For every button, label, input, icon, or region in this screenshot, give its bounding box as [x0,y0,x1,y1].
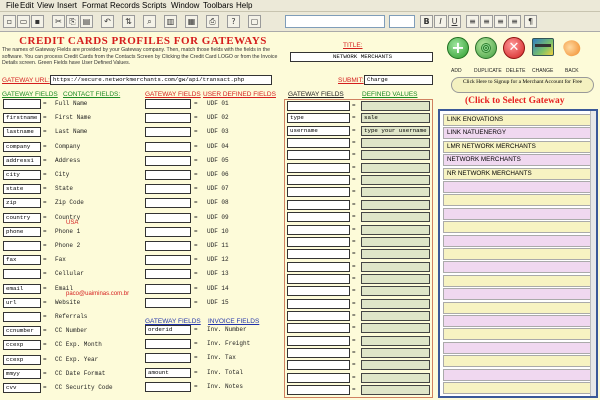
udf-gateway-field-input[interactable] [145,255,191,265]
signup-merchant-button[interactable]: Click Here to Signup for a Merchant Account for Free [451,77,594,93]
contact-field-label: Country [55,213,81,221]
contact-field-note: paco@uaiminas.com.br [66,290,130,297]
close-icon: ✕ [508,40,520,55]
contact-gateway-field-input[interactable]: state [3,184,41,194]
udf-equals: = [194,100,198,107]
delete-label: DELETE [506,68,526,74]
defined-gateway-field-input[interactable] [287,286,350,296]
contact-field-label: Phone 1 [55,227,81,235]
defined-value-input[interactable] [361,225,430,235]
invoice-field-label: Inv. Number [207,326,247,333]
contact-equals: = [43,100,47,107]
align-right-icon[interactable]: ≡ [494,15,507,28]
contact-field-label: Fax [55,256,66,264]
back-button[interactable] [561,37,583,59]
invoice-field-label: Inv. Total [207,368,244,376]
contact-equals: = [43,171,47,178]
gateway-list-empty-row [443,302,593,314]
font-select[interactable] [285,15,385,28]
contact-equals: = [43,284,47,292]
gateway-list-empty-row [443,181,593,193]
defined-value-input[interactable] [361,274,430,284]
contact-equals: = [43,298,47,306]
udf-gateway-field-input[interactable] [145,156,191,166]
contact-gateway-field-input[interactable]: ccnumber [3,326,41,336]
gateway-list-item[interactable]: NETWORK MERCHANTS [443,154,593,166]
defined-equals: = [352,361,356,369]
gateway-list-empty-row [443,248,593,260]
udf-equals: = [194,171,198,178]
defined-equals: = [352,237,356,245]
defined-gateway-field-input[interactable] [287,249,350,259]
contact-equals: = [43,384,47,391]
contact-field-label: Phone 2 [55,242,81,249]
udf-equals: = [194,199,198,207]
contact-equals: = [43,341,47,349]
defined-equals: = [352,262,356,270]
defined-equals: = [352,200,356,208]
udf-gateway-field-input[interactable] [145,198,191,208]
defined-gateway-field-input[interactable] [287,336,350,346]
contact-gateway-field-input[interactable]: cvv [3,383,41,393]
duplicate-icon [481,43,491,53]
defined-equals: = [352,386,356,394]
contact-gateway-field-input[interactable]: mmyy [3,369,41,379]
add-button[interactable] [447,37,469,59]
contact-field-label: CC Number [55,327,88,335]
gateway-list-scrollbar[interactable] [590,111,596,396]
defined-gateway-field-input[interactable] [287,373,350,383]
gateway-list-empty-row [443,369,593,381]
italic-button[interactable]: I [434,15,447,28]
defined-equals: = [352,336,356,344]
gateway-list-empty-row [443,194,593,206]
contact-field-label: City [55,171,70,178]
defined-gateway-field-input[interactable]: type [287,113,350,123]
col-header-contact-fields: CONTACT FIELDS: [63,91,121,98]
defined-value-input[interactable] [361,360,430,370]
udf-equals: = [194,114,198,122]
print-icon[interactable]: ⎙ [206,15,219,28]
new-icon[interactable]: ▫ [3,15,16,28]
contact-field-label: CC Date Format [55,369,106,377]
defined-gateway-field-input[interactable] [287,360,350,370]
toolbar [0,12,600,32]
contact-gateway-field-input[interactable]: ccexp [3,340,41,350]
gateway-list-item[interactable]: NR NETWORK MERCHANTS [443,168,593,180]
udf-label: UDF 11 [207,242,229,249]
udf-gateway-field-input[interactable] [145,241,191,251]
contact-field-label: First Name [55,114,92,122]
defined-gateway-field-input[interactable] [287,348,350,358]
defined-equals: = [352,213,356,221]
defined-value-input[interactable] [361,150,430,160]
open-icon[interactable]: ▭ [17,15,30,28]
udf-equals: = [194,142,198,150]
defined-equals: = [352,151,356,159]
defined-value-input[interactable] [361,262,430,272]
defined-equals: = [352,102,356,109]
defined-equals: = [352,274,356,282]
defined-equals: = [352,349,356,356]
menu-item[interactable]: Scripts [142,1,167,10]
udf-label: UDF 03 [207,128,229,136]
contact-field-label: CC Exp. Month [55,341,102,349]
invoice-gateway-field-input[interactable]: amount [145,368,191,378]
contact-equals: = [43,227,47,235]
gateway-list-empty-row [443,288,593,300]
udf-label: UDF 06 [207,171,229,178]
plus-icon: + [451,38,465,57]
contact-gateway-field-input[interactable]: city [3,170,41,180]
col-header-gateway-fields: GATEWAY FIELDS [2,91,58,98]
contact-equals: = [43,242,47,249]
gateway-list-empty-row [443,355,593,367]
contact-gateway-field-input[interactable]: fax [3,255,41,265]
contact-equals: = [43,199,47,207]
invoice-equals: = [194,368,198,376]
defined-value-input[interactable] [361,237,430,247]
copy-icon[interactable]: ⎘ [66,15,79,28]
submit-field[interactable]: Charge [364,75,433,85]
defined-value-input[interactable] [361,187,430,197]
defined-gateway-field-input[interactable] [287,150,350,160]
udf-gateway-field-input[interactable] [145,170,191,180]
invoice-equals: = [194,326,198,333]
menu-item[interactable]: View [37,1,55,10]
defined-gateway-field-input[interactable] [287,225,350,235]
contact-field-label: Company [55,142,81,150]
contact-field-label: Email [55,284,74,292]
contact-field-label: Address [55,156,81,164]
gateway-url-label: GATEWAY URL: [2,77,50,84]
defined-value-input[interactable]: type your username [361,126,430,136]
udf-label: UDF 02 [207,114,229,122]
contact-equals: = [43,355,47,363]
contact-gateway-field-input[interactable]: country [3,213,41,223]
contact-equals: = [43,142,47,150]
udf-equals: = [194,298,198,306]
udf-label: UDF 13 [207,270,229,278]
defined-equals: = [352,299,356,307]
gateway-list-empty-row [443,315,593,327]
window-icon[interactable]: ▢ [248,15,261,28]
udf-label: UDF 09 [207,213,229,221]
invoice-equals: = [194,340,198,348]
contact-equals: = [43,213,47,221]
help-icon[interactable]: ? [227,15,240,28]
change-label: CHANGE [532,68,554,74]
paste-icon[interactable]: ▤ [80,15,93,28]
defined-value-input[interactable] [361,200,430,210]
contact-gateway-field-input[interactable]: firstname [3,113,41,123]
udf-label: UDF 15 [207,298,229,306]
invoice-field-label: Inv. Tax [207,354,236,362]
contact-gateway-field-input[interactable]: phone [3,227,41,237]
contact-equals: = [43,114,47,122]
udf-equals: = [194,270,198,278]
defined-value-input[interactable] [361,101,430,111]
submit-label: SUBMIT: [338,77,364,84]
duplicate-label: DUPLICATE [474,68,502,74]
defined-value-input[interactable] [361,212,430,222]
udf-equals: = [194,156,198,164]
defined-value-input[interactable] [361,163,430,173]
udf-equals: = [194,242,198,249]
contact-field-label: Zip Code [55,199,84,207]
contact-gateway-field-input[interactable] [3,269,41,279]
defined-equals: = [352,225,356,233]
contact-equals: = [43,313,47,320]
contact-equals: = [43,270,47,278]
defined-value-input[interactable]: sale [361,113,430,123]
menu-item[interactable]: Format [82,1,108,10]
defined-gateway-field-input[interactable] [287,385,350,395]
defined-equals: = [352,287,356,295]
col-header-gateway-fields-udf: GATEWAY FIELDS [145,91,201,98]
gateway-list-empty-row [443,235,593,247]
udf-gateway-field-input[interactable] [145,284,191,294]
defined-gateway-field-input[interactable] [287,311,350,321]
defined-equals: = [352,126,356,134]
menu-item[interactable]: Records [110,1,140,10]
defined-gateway-field-input[interactable] [287,237,350,247]
invoice-gateway-field-input[interactable] [145,382,191,392]
table-icon[interactable]: ▦ [185,15,198,28]
contact-field-label: Website [55,298,81,306]
invoice-gateway-field-input[interactable] [145,339,191,349]
title-label: TITLE: [343,42,363,49]
defined-gateway-field-input[interactable]: username [287,126,350,136]
add-label: ADD [451,68,462,74]
contact-equals: = [43,128,47,136]
sort-icon[interactable]: ⇅ [122,15,135,28]
udf-gateway-field-input[interactable] [145,99,191,109]
udf-equals: = [194,213,198,221]
udf-label: UDF 04 [207,142,229,150]
col-header-invoice-fields: INVOICE FIELDS [208,318,260,325]
menu-item[interactable]: File [6,1,19,10]
defined-gateway-field-input[interactable] [287,212,350,222]
defined-gateway-field-input[interactable] [287,175,350,185]
contact-field-label: CC Exp. Year [55,355,99,363]
defined-value-input[interactable] [361,373,430,383]
udf-label: UDF 08 [207,199,229,207]
save-icon[interactable]: ▪ [31,15,44,28]
udf-gateway-field-input[interactable] [145,142,191,152]
udf-equals: = [194,256,198,264]
defined-value-input[interactable] [361,175,430,185]
defined-value-input[interactable] [361,311,430,321]
menu-bar [0,0,600,12]
select-gateway-heading: (Click to Select Gateway [465,96,565,106]
udf-label: UDF 01 [207,100,229,107]
defined-equals: = [352,311,356,319]
defined-value-input[interactable] [361,249,430,259]
gateway-list [438,109,598,398]
contact-gateway-field-input[interactable] [3,99,41,109]
defined-gateway-field-input[interactable] [287,323,350,333]
align-center-icon[interactable]: ≡ [480,15,493,28]
gateway-list-empty-row [443,382,593,394]
defined-equals: = [352,114,356,122]
format-icon[interactable]: ¶ [524,15,537,28]
col-header-defined-values: DEFINED VALUES [362,91,418,98]
undo-icon[interactable]: ↶ [101,15,114,28]
duplicate-button[interactable] [475,37,497,59]
invoice-field-label: Inv. Notes [207,382,244,390]
gateway-list-empty-row [443,328,593,340]
col-header-gateway-fields-inv: GATEWAY FIELDS [145,318,201,325]
back-hand-icon [561,37,582,58]
contact-gateway-field-input[interactable]: url [3,298,41,308]
contact-field-note: USA [66,219,79,226]
invoice-field-label: Inv. Freight [207,340,251,348]
udf-gateway-field-input[interactable] [145,298,191,308]
udf-gateway-field-input[interactable] [145,184,191,194]
col-header-gateway-fields-defined: GATEWAY FIELDS [288,91,344,98]
contact-equals: = [43,327,47,335]
udf-gateway-field-input[interactable] [145,227,191,237]
defined-value-input[interactable] [361,323,430,333]
gateway-list-empty-row [443,208,593,220]
udf-equals: = [194,227,198,235]
gateway-list-empty-row [443,221,593,233]
menu-item[interactable]: Edit [20,1,34,10]
defined-value-input[interactable] [361,385,430,395]
udf-label: UDF 05 [207,156,229,164]
bold-button[interactable]: B [420,15,433,28]
contact-gateway-field-input[interactable] [3,241,41,251]
defined-equals: = [352,324,356,332]
gateway-list-empty-row [443,342,593,354]
justify-icon[interactable]: ≡ [508,15,521,28]
gateway-url-field[interactable]: https://secure.networkmerchants.com/gw/api/transact.php [50,75,272,85]
defined-value-input[interactable] [361,286,430,296]
menu-item[interactable]: Help [236,1,253,10]
contact-equals: = [43,185,47,193]
font-size-select[interactable] [389,15,415,28]
defined-value-input[interactable] [361,299,430,309]
chart-icon[interactable]: ▥ [164,15,177,28]
contact-equals: = [43,369,47,377]
contact-equals: = [43,156,47,164]
defined-value-input[interactable] [361,138,430,148]
page-title: CREDIT CARDS PROFILES FOR GATEWAYS [19,35,267,47]
defined-gateway-field-input[interactable] [287,138,350,148]
defined-gateway-field-input[interactable] [287,200,350,210]
udf-label: UDF 14 [207,284,229,292]
gateway-list-item[interactable]: LMR NETWORK MERCHANTS [443,141,593,153]
invoice-equals: = [194,382,198,390]
udf-equals: = [194,128,198,136]
defined-value-input[interactable] [361,348,430,358]
defined-equals: = [352,250,356,258]
change-button[interactable] [532,38,554,56]
invoice-gateway-field-input[interactable] [145,353,191,363]
defined-gateway-field-input[interactable] [287,101,350,111]
contact-field-label: Full Name [55,100,88,107]
defined-gateway-field-input[interactable] [287,262,350,272]
gateway-list-item[interactable]: LINK NATUENERGY [443,127,593,139]
contact-gateway-field-input[interactable]: ccexp [3,355,41,365]
title-field[interactable]: NETWORK MERCHANTS [290,52,433,62]
align-left-icon[interactable]: ≡ [466,15,479,28]
menu-item[interactable]: Toolbars [203,1,234,10]
gateway-list-empty-row [443,261,593,273]
contact-gateway-field-input[interactable]: company [3,142,41,152]
contact-field-label: CC Security Code [55,384,113,391]
defined-equals: = [352,188,356,196]
defined-gateway-field-input[interactable] [287,163,350,173]
defined-equals: = [352,139,356,147]
invoice-gateway-field-input[interactable]: orderid [145,325,191,335]
menu-item[interactable]: Window [171,1,200,10]
contact-gateway-field-input[interactable]: email [3,284,41,294]
udf-label: UDF 07 [207,185,229,193]
contact-gateway-field-input[interactable]: zip [3,198,41,208]
defined-equals: = [352,373,356,381]
col-header-user-defined: USER DEFINED FIELDS [203,91,276,98]
udf-gateway-field-input[interactable] [145,127,191,137]
page-description: The names of Gateway Fields are provided by your Gateway company. Then, match those fields with the fields in the software. You can process Credit Cards from the Contacts Screen by Clicking the Credit Card LOGO or from the Invoice Details screen. Green Fields have User Defined Values. [2,47,278,66]
defined-equals: = [352,163,356,171]
defined-gateway-field-input[interactable] [287,274,350,284]
invoice-equals: = [194,354,198,362]
udf-equals: = [194,185,198,193]
gateway-list-empty-row [443,275,593,287]
credit-card-icon [535,44,551,47]
contact-field-label: Referrals [55,313,88,320]
contact-gateway-field-input[interactable]: address1 [3,156,41,166]
gateway-list-item[interactable]: LINK ENOVATIONS [443,114,593,126]
udf-equals: = [194,284,198,292]
underline-button[interactable]: U [448,15,461,28]
defined-equals: = [352,176,356,184]
contact-gateway-field-input[interactable]: lastname [3,127,41,137]
udf-label: UDF 10 [207,227,229,235]
contact-field-label: State [55,185,74,193]
delete-button[interactable] [503,37,525,59]
udf-gateway-field-input[interactable] [145,213,191,223]
contact-equals: = [43,256,47,264]
defined-value-input[interactable] [361,336,430,346]
menu-item[interactable]: Insert [57,1,78,10]
contact-gateway-field-input[interactable] [3,312,41,322]
find-icon[interactable]: ⌕ [143,15,156,28]
contact-field-label: Last Name [55,128,88,136]
udf-gateway-field-input[interactable] [145,113,191,123]
back-label: BACK [565,68,579,74]
contact-field-label: Cellular [55,270,84,278]
defined-gateway-field-input[interactable] [287,299,350,309]
cut-icon[interactable]: ✂ [52,15,65,28]
defined-gateway-field-input[interactable] [287,187,350,197]
udf-gateway-field-input[interactable] [145,269,191,279]
main-content [0,33,600,400]
udf-label: UDF 12 [207,256,229,264]
